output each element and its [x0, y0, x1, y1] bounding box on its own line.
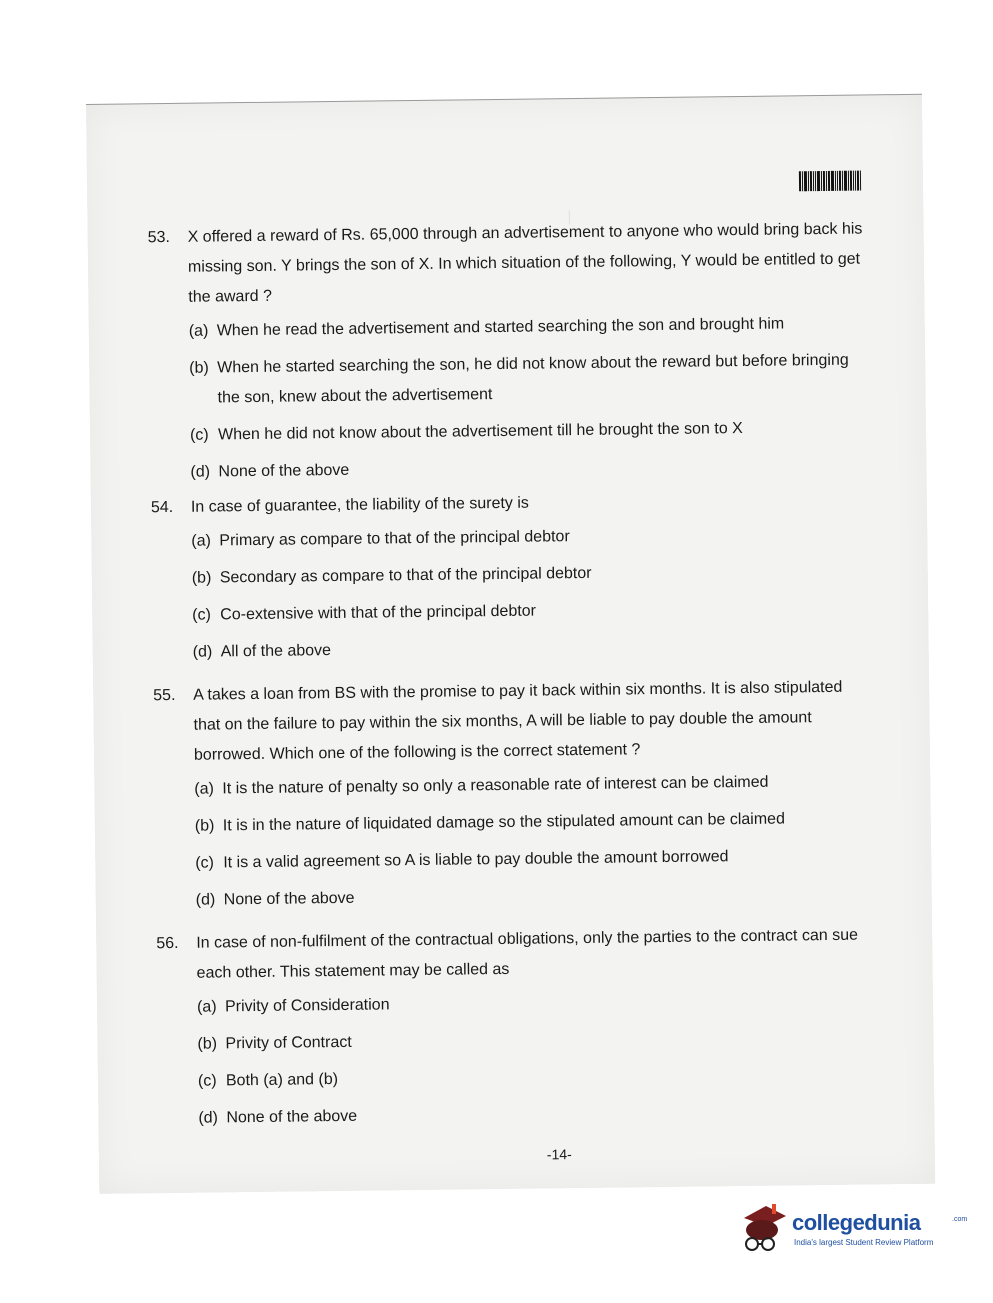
option-d	[190, 449, 870, 487]
option-c	[190, 412, 870, 450]
option-text: When he read the advertisement and started searching the son and brought him	[216, 315, 785, 340]
option-label: (b)	[191, 569, 212, 587]
question-number: 53.	[147, 228, 170, 247]
option-text: When he started searching the son, he did not know about the reward but before bringing the son, knew about the advertisement	[217, 351, 849, 407]
option-a	[191, 518, 871, 556]
options-list	[194, 766, 876, 915]
collegedunia-logo	[738, 1196, 968, 1266]
option-text: Secondary as compare to that of the principal debtor	[219, 564, 592, 587]
question-stem: X offered a reward of Rs. 65,000 through an advertisement to anyone who would bring back his missing son. Y brings the son of X. In which situation of the following, Y would be entitled to get the award ?	[187, 220, 863, 306]
option-label: (c)	[195, 854, 215, 872]
option-a	[197, 984, 877, 1022]
option-label: (a)	[188, 322, 209, 340]
option-text: Privity of Consideration	[224, 996, 390, 1016]
question-number: 55.	[153, 686, 176, 705]
option-text: Privity of Contract	[225, 1033, 352, 1053]
page-number: -14-	[546, 1146, 572, 1163]
option-text: It is a valid agreement so A is liable to pay double the amount borrowed	[223, 848, 729, 872]
option-label: (d)	[192, 643, 213, 661]
question-53	[147, 214, 870, 494]
question-number: 56.	[156, 934, 179, 953]
option-c	[198, 1058, 878, 1096]
option-text: None of the above	[226, 1107, 358, 1127]
option-c	[195, 840, 875, 878]
question-56	[156, 920, 879, 1140]
option-text: None of the above	[218, 461, 350, 481]
option-c	[192, 592, 872, 630]
option-a	[189, 308, 869, 346]
logo-com: .com	[952, 1216, 968, 1223]
question-55	[153, 672, 876, 922]
option-label: (d)	[198, 1109, 219, 1127]
option-label: (b)	[189, 359, 209, 377]
bleed-through-text: |	[567, 208, 572, 226]
question-stem: In case of guarantee, the liability of the surety is	[190, 494, 529, 516]
question-stem: A takes a loan from BS with the promise to pay it back within six months. It is also stipulated that on the failure to pay within the six months, A will be liable to pay double the amount borrowed. Which one of the following is the correct statement ?	[193, 678, 843, 764]
logo-name: collegedunia	[792, 1210, 921, 1235]
option-label: (b)	[194, 817, 215, 835]
option-label: (a)	[196, 998, 217, 1016]
option-label: (d)	[190, 463, 211, 481]
question-number: 54.	[150, 498, 174, 517]
option-b	[192, 555, 872, 593]
option-b	[195, 803, 875, 841]
option-label: (a)	[191, 532, 212, 550]
option-label: (c)	[192, 606, 212, 624]
options-list	[189, 308, 871, 487]
options-list	[197, 984, 879, 1133]
option-b	[189, 345, 870, 413]
option-d	[196, 877, 876, 915]
option-text: All of the above	[220, 642, 332, 661]
barcode	[799, 170, 879, 191]
option-text: Both (a) and (b)	[225, 1070, 339, 1090]
page-top-border	[86, 94, 922, 105]
options-list	[191, 518, 873, 667]
question-stem: In case of non-fulfilment of the contractual obligations, only the parties to the contract can sue each other. This statement may be called as	[196, 926, 859, 982]
mascot-icon	[738, 1200, 790, 1256]
option-text: None of the above	[223, 889, 355, 909]
option-b	[197, 1021, 877, 1059]
logo-tagline: India's largest Student Review Platform	[794, 1238, 934, 1247]
exam-page	[86, 94, 935, 1194]
option-label: (c)	[197, 1072, 217, 1090]
option-a	[194, 766, 874, 804]
option-label: (d)	[195, 891, 216, 909]
option-label: (b)	[197, 1035, 218, 1053]
option-text: When he did not know about the advertisement till he brought the son to X	[217, 420, 743, 444]
option-d	[198, 1095, 878, 1133]
option-label: (c)	[189, 426, 209, 444]
option-d	[193, 629, 873, 667]
question-54	[150, 484, 873, 674]
option-text: Primary as compare to that of the principal debtor	[219, 528, 570, 550]
option-text: It is the nature of penalty so only a reasonable rate of interest can be claimed	[222, 773, 769, 798]
option-text: It is in the nature of liquidated damage so the stipulated amount can be claimed	[222, 810, 786, 835]
option-text: Co-extensive with that of the principal debtor	[220, 602, 537, 624]
option-label: (a)	[194, 780, 215, 798]
